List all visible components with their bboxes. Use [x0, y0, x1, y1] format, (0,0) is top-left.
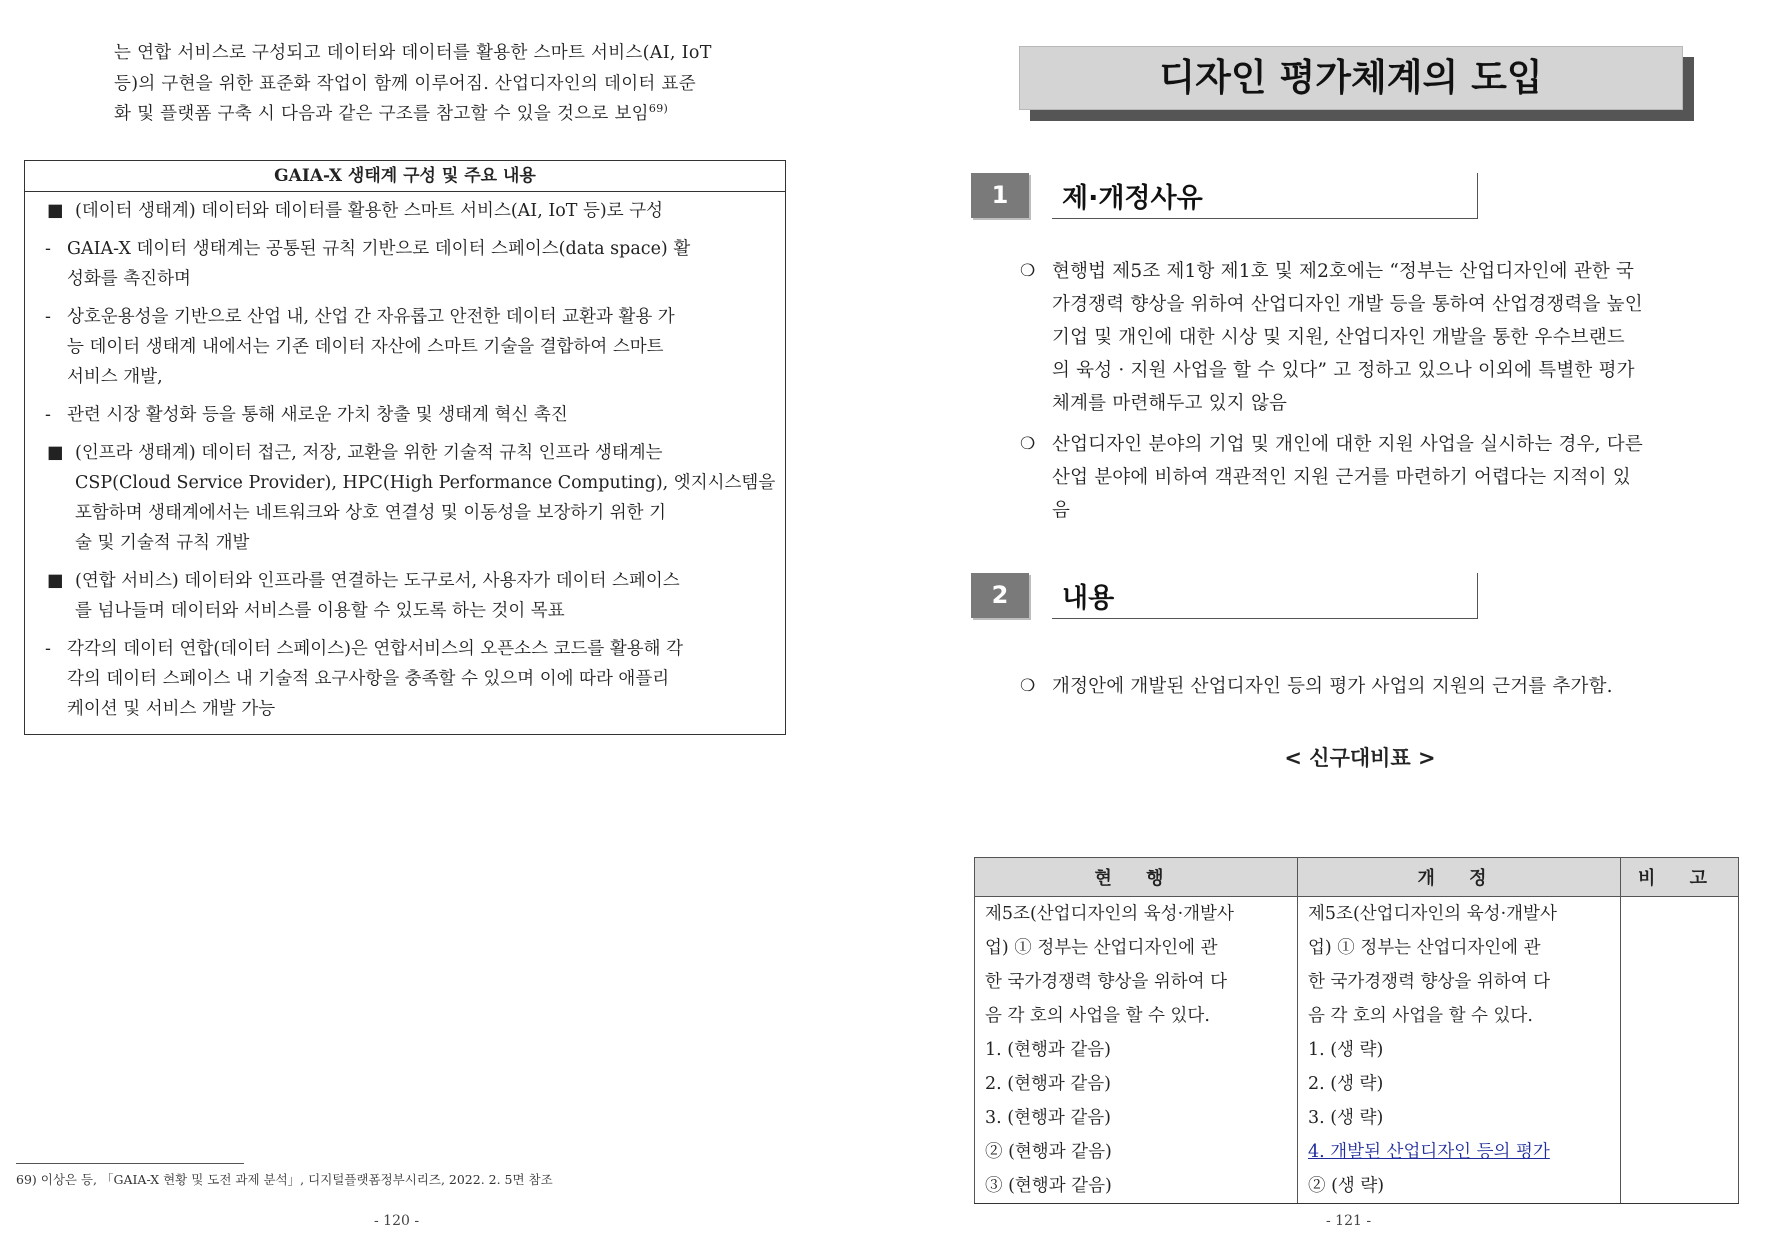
- amended-text: 4. 개발된 산업디자인 등의 평가: [1308, 1142, 1550, 1162]
- gaia-box-title: GAIA-X 생태계 구성 및 주요 내용: [25, 161, 785, 192]
- intro-line: 화 및 플랫폼 구축 시 다음과 같은 구조를 참고할 수 있을 것으로 보임$^{69)}$: [114, 102, 669, 124]
- footnote: 69) 이상은 등, 「GAIA-X 현황 및 도전 과제 분석」, 디지털플랫폼정부시리즈, 2022. 2. 5면 참조: [16, 1172, 553, 1187]
- gaia-item-line: 상호운용성을 기반으로 산업 내, 산업 간 자유롭고 안전한 데이터 교환과 활용 가: [67, 307, 675, 327]
- bullet-line: 산업디자인 분야의 기업 및 개인에 대한 지원 사업을 실시하는 경우, 다른: [1052, 434, 1643, 455]
- cell-line: 음 각 호의 사업을 할 수 있다.: [985, 1006, 1210, 1026]
- cell-line: 3. (현행과 같음): [985, 1108, 1112, 1128]
- current-law-cell: [975, 897, 1298, 1204]
- section-title-2: 내용: [1062, 583, 1115, 614]
- square-bullet-icon: ■: [47, 443, 64, 463]
- dash-bullet: -: [45, 239, 51, 259]
- gaia-item: [49, 438, 775, 558]
- table-header-row: [975, 858, 1739, 897]
- gaia-item-line: 성화를 촉진하며: [67, 269, 191, 289]
- comparison-table-title: < 신구대비표 >: [1284, 746, 1436, 770]
- gaia-item-line: 능 데이터 생태계 내에서는 기존 데이터 자산에 스마트 기술을 결합하여 스마트: [67, 337, 664, 357]
- cell-line: 제5조(산업디자인의 육성·개발사: [1308, 904, 1557, 924]
- cell-line: 2. (현행과 같음): [985, 1074, 1112, 1094]
- intro-line: 등)의 구현을 위한 표준화 작업이 함께 이루어짐. 산업디자인의 데이터 표준: [114, 73, 696, 94]
- gaia-item-line: 술 및 기술적 규칙 개발: [75, 533, 250, 553]
- section-rule-v-1: [1477, 173, 1478, 219]
- bullet-line: 체계를 마련해두고 있지 않음: [1052, 393, 1288, 414]
- section-number-2: 2: [971, 573, 1029, 618]
- cell-line: ② (생 략): [1308, 1176, 1385, 1196]
- gaia-item-line: 서비스 개발,: [67, 367, 163, 387]
- section-underline-1: [1052, 218, 1478, 219]
- cell-line: 3. (생 략): [1308, 1108, 1384, 1128]
- gaia-item-line: 케이션 및 서비스 개발 가능: [67, 699, 276, 719]
- cell-line: 제5조(산업디자인의 육성·개발사: [985, 904, 1234, 924]
- gaia-item-line: GAIA-X 데이터 생태계는 공통된 규칙 기반으로 데이터 스페이스(data space) 활: [67, 239, 691, 259]
- gaia-item-line: 각의 데이터 스페이스 내 기술적 요구사항을 충족할 수 있으며 이에 따라 애플리: [67, 669, 670, 689]
- dash-bullet: -: [45, 307, 51, 327]
- footnote-divider: [16, 1163, 244, 1164]
- section-rule-v-2: [1477, 573, 1478, 619]
- remarks-cell: [1621, 897, 1739, 1204]
- gaia-item-line: (인프라 생태계) 데이터 접근, 저장, 교환을 위한 기술적 규칙 인프라 생태계는: [75, 443, 663, 463]
- section-title-1: 제·개정사유: [1062, 183, 1203, 214]
- intro-paragraph: [114, 38, 792, 130]
- gaia-item: [49, 196, 775, 226]
- intro-line: 는 연합 서비스로 구성되고 데이터와 데이터를 활용한 스마트 서비스(AI, IoT: [114, 43, 712, 63]
- page-number-right: - 121 -: [1326, 1213, 1372, 1229]
- cell-line: 한 국가경쟁력 향상을 위하여 다: [985, 972, 1228, 992]
- gaia-box-body: [25, 192, 785, 724]
- cell-line: ② (현행과 같음): [985, 1142, 1112, 1162]
- gaia-item-line: 포함하며 생태계에서는 네트워크와 상호 연결성 및 이동성을 보장하기 위한 기: [75, 503, 667, 523]
- main-title: 디자인 평가체계의 도입: [1019, 46, 1683, 110]
- header-current: 현 행: [975, 858, 1298, 897]
- bullet-paragraph: [1020, 255, 1742, 420]
- dash-bullet: -: [45, 405, 51, 425]
- cell-line: 2. (생 략): [1308, 1074, 1384, 1094]
- square-bullet-icon: ■: [47, 201, 64, 221]
- gaia-item: [49, 566, 775, 626]
- bullet-paragraph: [1020, 428, 1742, 527]
- cell-line: 업) ① 정부는 산업디자인에 관: [1308, 938, 1541, 958]
- footnote-ref[interactable]: 69): [648, 102, 669, 116]
- gaia-item: [45, 234, 775, 294]
- bullet-line: 산업 분야에 비하여 객관적인 지원 근거를 마련하기 어렵다는 지적이 있: [1052, 467, 1631, 488]
- cell-line: 한 국가경쟁력 향상을 위하여 다: [1308, 972, 1551, 992]
- section-1-bullets: [1020, 255, 1742, 535]
- gaia-item: [45, 634, 775, 724]
- cell-line: 1. (현행과 같음): [985, 1040, 1112, 1060]
- gaia-item-line: (데이터 생태계) 데이터와 데이터를 활용한 스마트 서비스(AI, IoT 등)로 구성: [75, 201, 664, 221]
- revised-law-cell: [1298, 897, 1621, 1204]
- square-bullet-icon: ■: [47, 571, 64, 591]
- bullet-line: 음: [1052, 500, 1071, 521]
- gaia-item-line: 를 넘나들며 데이터와 서비스를 이용할 수 있도록 하는 것이 목표: [75, 601, 565, 621]
- gaia-item-line: 각각의 데이터 연합(데이터 스페이스)은 연합서비스의 오픈소스 코드를 활용해 각: [67, 639, 684, 659]
- circle-bullet-icon: ❍: [1020, 676, 1036, 696]
- gaia-x-info-box: [24, 160, 786, 735]
- header-revised: 개 정: [1298, 858, 1621, 897]
- bullet-line: 개정안에 개발된 산업디자인 등의 평가 사업의 지원의 근거를 추가함.: [1052, 676, 1613, 697]
- gaia-item-line: (연합 서비스) 데이터와 인프라를 연결하는 도구로서, 사용자가 데이터 스페이스: [75, 571, 680, 591]
- section-2-bullets: [1020, 670, 1742, 703]
- comparison-table: [974, 857, 1739, 1204]
- circle-bullet-icon: ❍: [1020, 261, 1036, 281]
- bullet-line: 가경쟁력 향상을 위하여 산업디자인 개발 등을 통하여 산업경쟁력을 높인: [1052, 294, 1643, 315]
- gaia-item-line: CSP(Cloud Service Provider), HPC(High Performance Computing), 엣지시스템을: [75, 473, 776, 493]
- dash-bullet: -: [45, 639, 51, 659]
- gaia-item: [45, 302, 775, 392]
- cell-line: 업) ① 정부는 산업디자인에 관: [985, 938, 1218, 958]
- header-remarks: 비 고: [1621, 858, 1739, 897]
- table-row: [975, 897, 1739, 1204]
- circle-bullet-icon: ❍: [1020, 434, 1036, 454]
- cell-line: ③ (현행과 같음): [985, 1176, 1112, 1196]
- cell-line: 음 각 호의 사업을 할 수 있다.: [1308, 1006, 1533, 1026]
- gaia-item: [45, 400, 775, 430]
- section-underline-2: [1052, 618, 1478, 619]
- bullet-line: 의 육성 · 지원 사업을 할 수 있다” 고 정하고 있으나 이외에 특별한 평가: [1052, 360, 1635, 381]
- section-number-1: 1: [971, 173, 1029, 218]
- cell-line: 1. (생 략): [1308, 1040, 1384, 1060]
- bullet-line: 기업 및 개인에 대한 시상 및 지원, 산업디자인 개발을 통한 우수브랜드: [1052, 327, 1625, 348]
- bullet-line: 현행법 제5조 제1항 제1호 및 제2호에는 “정부는 산업디자인에 관한 국: [1052, 261, 1635, 282]
- page-number-left: - 120 -: [374, 1213, 420, 1229]
- bullet-paragraph: [1020, 670, 1742, 703]
- gaia-item-line: 관련 시장 활성화 등을 통해 새로운 가치 창출 및 생태계 혁신 촉진: [67, 405, 568, 425]
